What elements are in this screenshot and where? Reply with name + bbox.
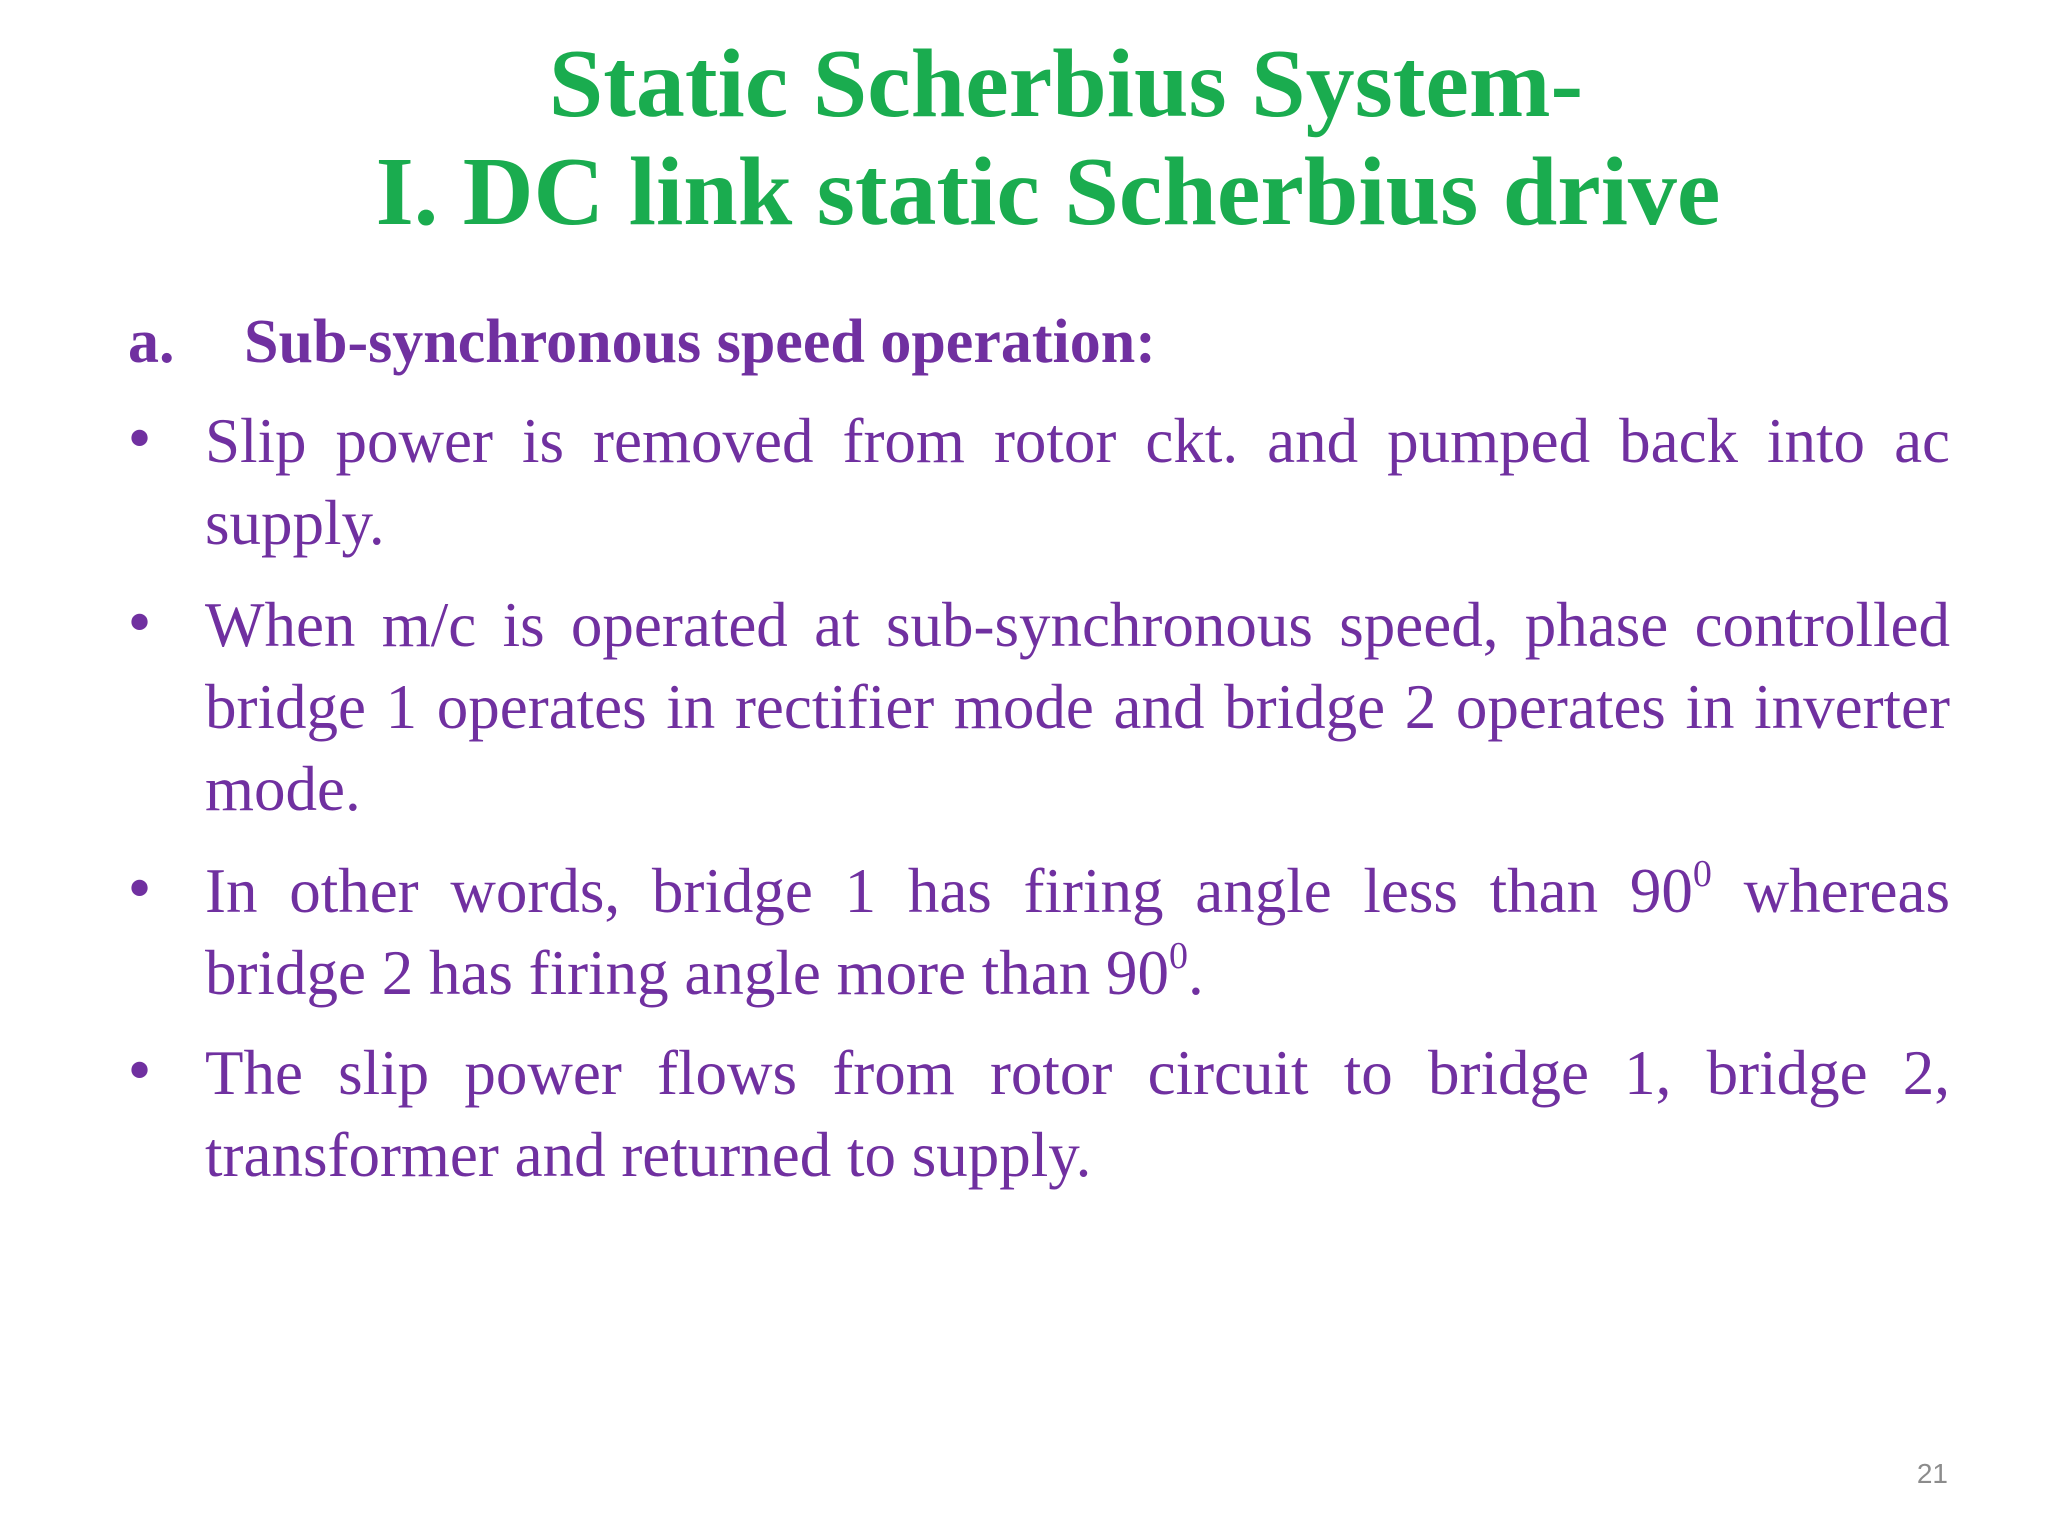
bullet-dot-icon: • (123, 592, 157, 657)
bullet-text-3-part-1: In other words, bridge 1 has firing angle less than 90 (205, 856, 1693, 926)
bullet-item-1 (123, 400, 1950, 564)
bullet-dot-icon: • (123, 408, 157, 473)
bullet-text-2: When m/c is operated at sub-synchronous speed, phase controlled bridge 1 operates in rectifier mode and bridge 2 operates in inverter mode. (205, 590, 1950, 824)
bullet-dot-icon: • (123, 1040, 157, 1105)
bullet-text-3-part-3: . (1187, 938, 1204, 1008)
bullet-item-4 (123, 1032, 1950, 1196)
subheading-marker: a. (128, 308, 175, 376)
bullet-item-3 (123, 850, 1950, 1014)
bullet-dot-icon: • (123, 858, 157, 923)
subheading (128, 306, 1156, 378)
bullet-item-2 (123, 584, 1950, 830)
title-line-2: I. DC link static Scherbius drive (375, 138, 1721, 246)
subheading-text: Sub-synchronous speed operation: (244, 308, 1156, 376)
bullet-text-1: Slip power is removed from rotor ckt. and pumped back into ac supply. (205, 406, 1950, 558)
page-number: 21 (1916, 1458, 1948, 1489)
title-line-1: Static Scherbius System- (548, 30, 1584, 138)
bullet-text-3-part-2: whereas bridge 2 has firing angle more than 90 (205, 856, 1950, 1008)
superscript-degree-1: 0 (1692, 853, 1712, 895)
superscript-degree-2: 0 (1168, 935, 1188, 977)
bullet-text-4: The slip power flows from rotor circuit to bridge 1, bridge 2, transformer and returned to supply. (205, 1038, 1950, 1190)
